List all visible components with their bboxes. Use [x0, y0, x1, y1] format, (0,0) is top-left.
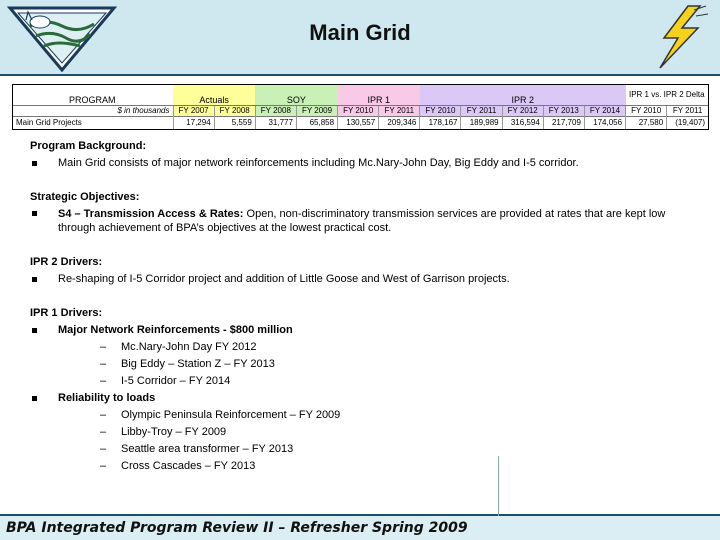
sub-list-item: – Big Eddy – Station Z – FY 2013 [100, 358, 275, 370]
section-title: Program Background: [30, 140, 147, 152]
year-header: FY 2010 [626, 105, 667, 116]
bullet-lead: S4 – Transmission Access & Rates: [58, 208, 244, 220]
table-row [13, 116, 708, 129]
year-header: FY 2010 [420, 105, 461, 116]
sub-item-text: Big Eddy – Station Z – FY 2013 [121, 358, 275, 370]
content-body [30, 138, 700, 475]
row-label: Main Grid Projects [13, 116, 173, 129]
bullet-icon [32, 211, 37, 216]
bullet-text: Open, non-discriminatory transmission services are provided at rates that are kept low through achievement of BPA’s objectives at the lowest practical cost. [58, 208, 666, 234]
sub-item-text: Libby-Troy – FY 2009 [121, 426, 227, 438]
bullet-text: Re-shaping of I-5 Corridor project and addition of Little Goose and West of Garrison projects. [58, 273, 510, 285]
table-cell: 31,777 [255, 116, 296, 129]
year-header: FY 2012 [502, 105, 543, 116]
ipr1-group-header: IPR 1 [338, 85, 420, 105]
table-cell: 17,294 [173, 116, 214, 129]
table-cell: 316,594 [502, 116, 543, 129]
list-item [30, 390, 700, 407]
year-header: FY 2011 [461, 105, 502, 116]
delta-group-header: IPR 1 vs. IPR 2 Delta [626, 85, 708, 105]
year-header: FY 2011 [667, 105, 708, 116]
sub-list-item: – Olympic Peninsula Reinforcement – FY 2009 [100, 409, 341, 421]
table-cell: 217,709 [543, 116, 584, 129]
sub-list-item: – Cross Cascades – FY 2013 [100, 460, 256, 472]
list-item [30, 206, 700, 237]
sub-list-item: – Mc.Nary-John Day FY 2012 [100, 341, 257, 353]
table-cell: (19,407) [667, 116, 708, 129]
bullet-icon [32, 161, 37, 166]
header-band [0, 0, 720, 76]
sub-item-text: Olympic Peninsula Reinforcement – FY 2009 [121, 409, 341, 421]
table-cell: 178,167 [420, 116, 461, 129]
section-title: Strategic Objectives: [30, 191, 140, 203]
budget-table [12, 84, 709, 130]
year-header: FY 2008 [214, 105, 255, 116]
year-header: FY 2013 [543, 105, 584, 116]
sub-list-item: – Seattle area transformer – FY 2013 [100, 443, 294, 455]
page-title: Main Grid [309, 20, 411, 45]
year-header: FY 2011 [379, 105, 420, 116]
list-item [30, 155, 700, 172]
sub-item-text: I-5 Corridor – FY 2014 [121, 375, 231, 387]
footer-band [0, 514, 720, 540]
section-title: IPR 1 Drivers: [30, 307, 103, 319]
sub-list-item: – I-5 Corridor – FY 2014 [100, 375, 231, 387]
sub-item-text: Mc.Nary-John Day FY 2012 [121, 341, 257, 353]
table-cell: 189,989 [461, 116, 502, 129]
year-header: FY 2014 [584, 105, 625, 116]
lightning-bolt-icon [650, 4, 710, 70]
table-cell: 65,858 [296, 116, 337, 129]
table-cell: 130,557 [338, 116, 379, 129]
bullet-text: Reliability to loads [58, 392, 156, 404]
bullet-text: Main Grid consists of major network reinforcements including Mc.Nary-John Day, Big Eddy and I-5 corridor. [58, 157, 579, 169]
soy-group-header: SOY [255, 85, 337, 105]
sub-list-item: – Libby-Troy – FY 2009 [100, 426, 227, 438]
sub-item-text: Seattle area transformer – FY 2013 [121, 443, 294, 455]
sub-item-text: Cross Cascades – FY 2013 [121, 460, 256, 472]
divider [498, 456, 499, 516]
list-item [30, 322, 700, 339]
year-header: FY 2008 [255, 105, 296, 116]
bullet-icon [32, 328, 37, 333]
units-label: $ in thousands [13, 105, 173, 116]
list-item [30, 271, 700, 288]
footer-text: BPA Integrated Program Review II – Refresher Spring 2009 [6, 520, 468, 536]
year-header: FY 2007 [173, 105, 214, 116]
table-cell: 27,580 [626, 116, 667, 129]
program-header: PROGRAM [69, 94, 116, 105]
table-cell: 174,056 [584, 116, 625, 129]
bullet-icon [32, 396, 37, 401]
actuals-group-header: Actuals [173, 85, 255, 105]
bullet-icon [32, 277, 37, 282]
ipr2-group-header: IPR 2 [420, 85, 626, 105]
table-cell: 209,346 [379, 116, 420, 129]
bullet-text: Major Network Reinforcements - $800 million [58, 324, 293, 336]
year-header: FY 2010 [338, 105, 379, 116]
year-header: FY 2009 [296, 105, 337, 116]
section-title: IPR 2 Drivers: [30, 256, 103, 268]
table-cell: 5,559 [214, 116, 255, 129]
